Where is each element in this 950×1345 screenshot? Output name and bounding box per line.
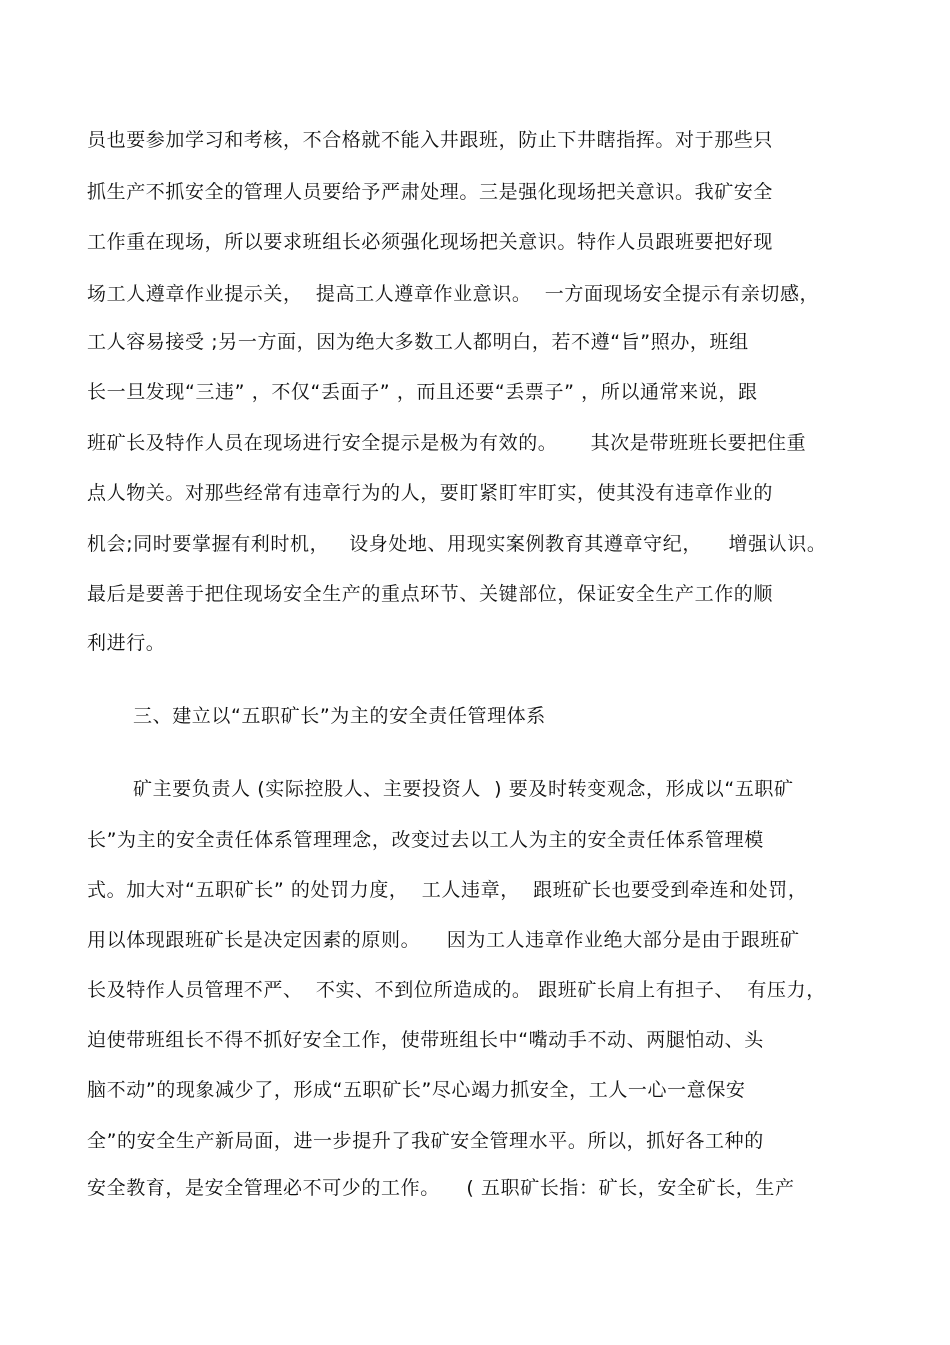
- paragraph1-line: 点人物关。对那些经常有违章行为的人，要盯紧盯牢盯实，使其没有违章作业的: [87, 482, 774, 504]
- paragraph1-line: 工作重在现场，所以要求班组长必须强化现场把关意识。特作人员跟班要把好现: [87, 231, 774, 253]
- paragraph1-line: 场工人遵章作业提示关， 提高工人遵章作业意识。 一方面现场安全提示有亲切感，: [87, 283, 820, 305]
- paragraph2-line: 矿主要负责人 (实际控股人、主要投资人 ) 要及时转变观念，形成以“五职矿: [133, 778, 794, 800]
- paragraph1-line: 员也要参加学习和考核，不合格就不能入井跟班，防止下井瞎指挥。对于那些只: [87, 129, 774, 151]
- paragraph1-line: 班矿长及特作人员在现场进行安全提示是极为有效的。 其次是带班班长要把住重: [87, 432, 807, 454]
- paragraph2-line: 长”为主的安全责任体系管理理念，改变过去以工人为主的安全责任体系管理模: [87, 829, 764, 851]
- paragraph1-line: 长一旦发现“三违” ，不仅“丢面子” ，而且还要“丢票子” ，所以通常来说，跟: [87, 381, 758, 403]
- paragraph2-line: 迫使带班组长不得不抓好安全工作，使带班组长中“嘴动手不动、两腿怕动、头: [87, 1029, 764, 1051]
- paragraph1-line: 工人容易接受 ;另一方面，因为绝大多数工人都明白，若不遵“旨”照办，班组: [87, 331, 749, 353]
- paragraph1-line: 抓生产不抓安全的管理人员要给予严肃处理。三是强化现场把关意识。我矿安全: [87, 181, 774, 203]
- paragraph1-line: 最后是要善于把住现场安全生产的重点环节、关键部位，保证安全生产工作的顺: [87, 583, 774, 605]
- paragraph2-line: 全”的安全生产新局面，进一步提升了我矿安全管理水平。所以，抓好各工种的: [87, 1130, 764, 1152]
- paragraph1-line: 机会;同时要掌握有利时机， 设身处地、用现实案例教育其遵章守纪， 增强认识。: [87, 533, 827, 555]
- section-heading: 三、建立以“五职矿长”为主的安全责任管理体系: [133, 705, 546, 727]
- paragraph2-line: 用以体现跟班矿长是决定因素的原则。 因为工人违章作业绝大部分是由于跟班矿: [87, 929, 800, 951]
- paragraph2-line: 安全教育，是安全管理必不可少的工作。 ( 五职矿长指：矿长，安全矿长，生产: [87, 1177, 795, 1199]
- paragraph2-line: 式。加大对“五职矿长” 的处罚力度， 工人违章， 跟班矿长也要受到牵连和处罚，: [87, 879, 808, 901]
- paragraph2-line: 脑不动”的现象减少了，形成“五职矿长”尽心竭力抓安全，工人一心一意保安: [87, 1079, 746, 1101]
- paragraph2-line: 长及特作人员管理不严、 不实、不到位所造成的。 跟班矿长肩上有担子、 有压力，: [87, 979, 826, 1001]
- paragraph1-line: 利进行。: [87, 632, 166, 654]
